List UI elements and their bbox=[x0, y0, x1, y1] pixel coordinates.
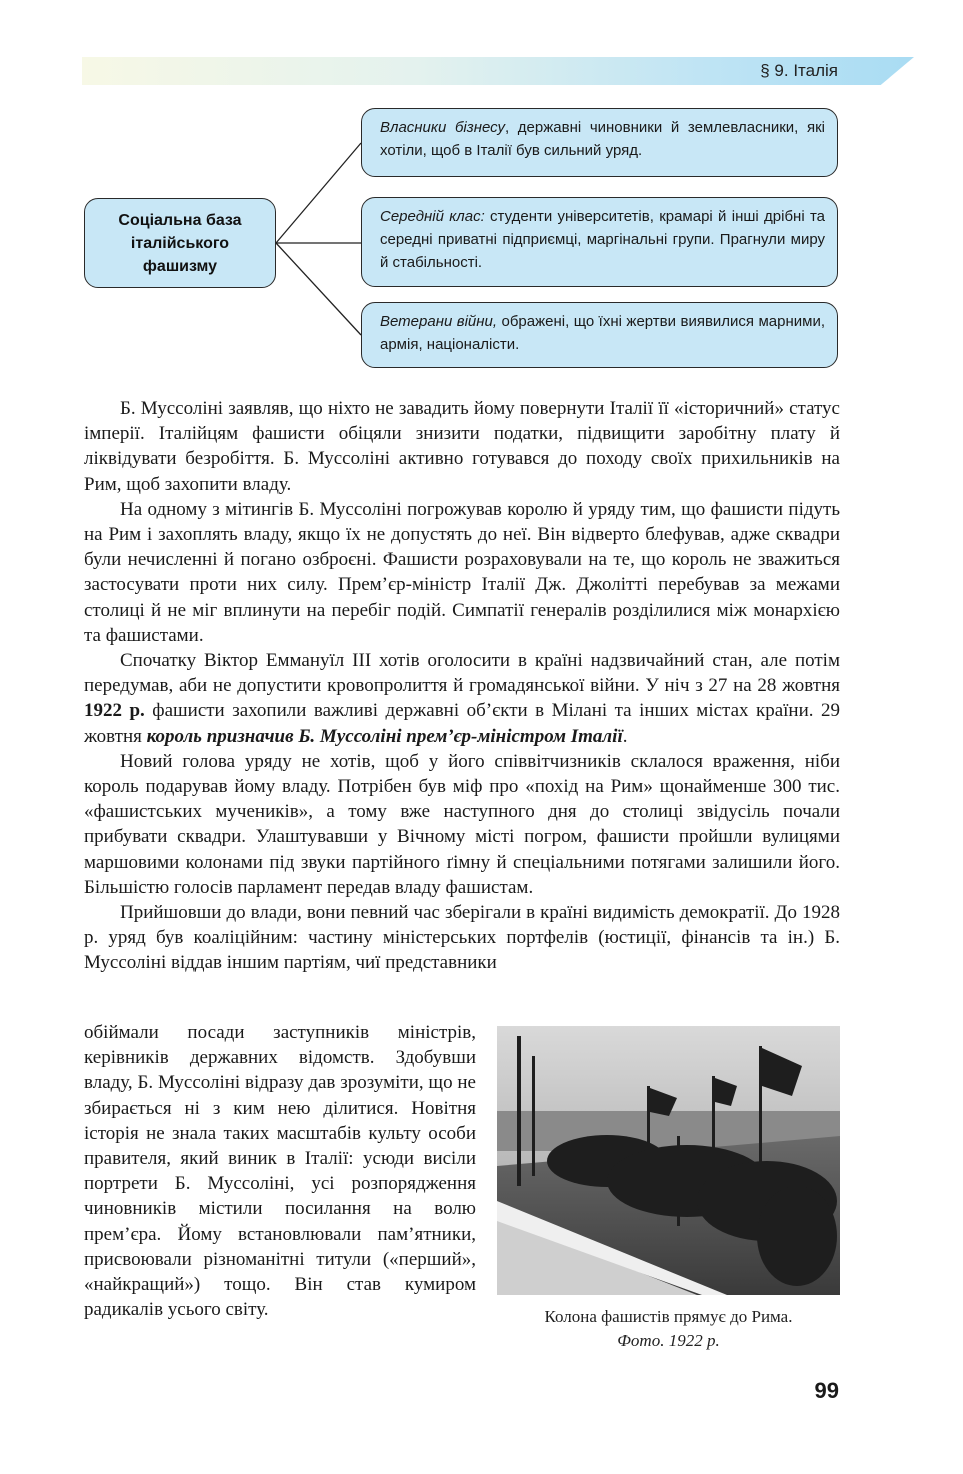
node-text: ображені, що їхні жертви виявилися марними, армія, націоналісти. bbox=[380, 313, 826, 353]
main-text bbox=[84, 396, 840, 976]
paragraph: Прийшовши до влади, вони певний час зберігали в країні видимість демократії. До 1928 р. уряд був коаліційним: частину міністерських портфелів (юстиції, фінансів та ін.) Б. Муссоліні віддав іншим партіям, чиї представники bbox=[84, 902, 840, 974]
paragraph: обіймали посади заступників міністрів, керівників державних відомств. Здобувши владу, Б. Муссоліні відразу дав зрозуміти, що не збирається ні з ким нею ділитися. Новітня історія не знала таких масштабів культу особи правителя, який виник в Італії: усюди висіли портрети Б. Муссоліні, усі розпорядження чиновників містили посилання на волю прем’єра. Йому встановлювали пам’ятники, присвоювали різноманітні титули («перший», «найкращий») тощо. Він став кумиром радикалів усього світу. bbox=[84, 1022, 476, 1321]
column-text bbox=[84, 1020, 476, 1322]
text-run: Спочатку Віктор Еммануїл ІІІ хотів оголосити в країні надзвичайний стан, але потім передумав, аби не допустити кровопролиття й громадянської війни. У ніч з 27 на 28 жовтня bbox=[84, 650, 840, 697]
paragraph: Б. Муссоліні заявляв, що ніхто не завадить йому повернути Італії її «історичний» статус імперії. Італійцям фашисти обіцяли знизити податки, підвищити заробітну плату й ліквідувати безробіття. Б. Муссоліні активно готувався до походу своїх прихильників на Рим, щоб захопити владу. bbox=[84, 398, 840, 495]
paragraph bbox=[84, 648, 840, 749]
march-photo bbox=[497, 1026, 840, 1295]
caption-text: Колона фашистів прямує до Рима. bbox=[544, 1307, 793, 1326]
page-number: 99 bbox=[814, 1378, 839, 1403]
text-run: . bbox=[622, 725, 628, 747]
diagram-node-business-owners bbox=[361, 108, 838, 177]
photo-illustration bbox=[497, 1026, 840, 1295]
date-highlight: 1922 р. bbox=[84, 700, 145, 722]
diagram-node-middle-class bbox=[361, 197, 838, 287]
text-run: фашисти захопили важливі державні об’єкти в Мілані та інших містах країни. 29 жовтня bbox=[84, 700, 840, 747]
key-fact-highlight: король призначив Б. Муссоліні прем’єр-міністром Італії bbox=[146, 725, 623, 747]
node-text: , державні чиновники й землевласники, які хотіли, щоб в Італії був сильний уряд. bbox=[380, 119, 825, 159]
node-text: студенти університетів, крамарі й інші дрібні та середні приватні підприємці, маргінальні групи. Прагнули миру й стабільності. bbox=[380, 208, 825, 271]
caption-source: Фото. 1922 р. bbox=[617, 1331, 720, 1350]
diagram-node-war-veterans bbox=[361, 302, 838, 368]
photo-caption bbox=[497, 1305, 840, 1353]
node-lead: Ветерани війни, bbox=[380, 313, 498, 330]
node-lead: Власники бізнесу bbox=[380, 119, 505, 136]
paragraph: Новий голова уряду не хотів, щоб у його співвітчизників склалося враження, ніби король подарував йому владу. Потрібен був міф про «похід на Рим» щонайменше 300 тис. «фашистських мучеників», а тому вже наступного дня до столиці звідусіль почали прибувати сквадри. Улаштувавши у Вічному місті погром, фашисти пройшли вулицями маршовими колонами під звуки партійного ґімну й спеціальними потягами залишили його. Більшістю голосів парламент передав владу фашистам. bbox=[84, 750, 840, 898]
section-title: § 9. Італія bbox=[760, 61, 838, 80]
node-lead: Середній клас: bbox=[380, 208, 485, 225]
paragraph: На одному з мітингів Б. Муссоліні погрожував королю й уряду тим, що фашисти підуть на Рим і захоплять владу, якщо їх не допустять до неї. Він відверто блефував, адже сквадри були нечисленні й погано озброєні. Фашисти розраховували на те, що король не зважиться застосувати проти них силу. Прем’єр-міністр Італії Дж. Джолітті перебував за межами столиці й не міг вплинути на перебіг подій. Симпатії генералів розділилися між монархією та фашистами. bbox=[84, 498, 840, 646]
diagram-main-node: Соціальна база італійського фашизму bbox=[84, 198, 276, 288]
